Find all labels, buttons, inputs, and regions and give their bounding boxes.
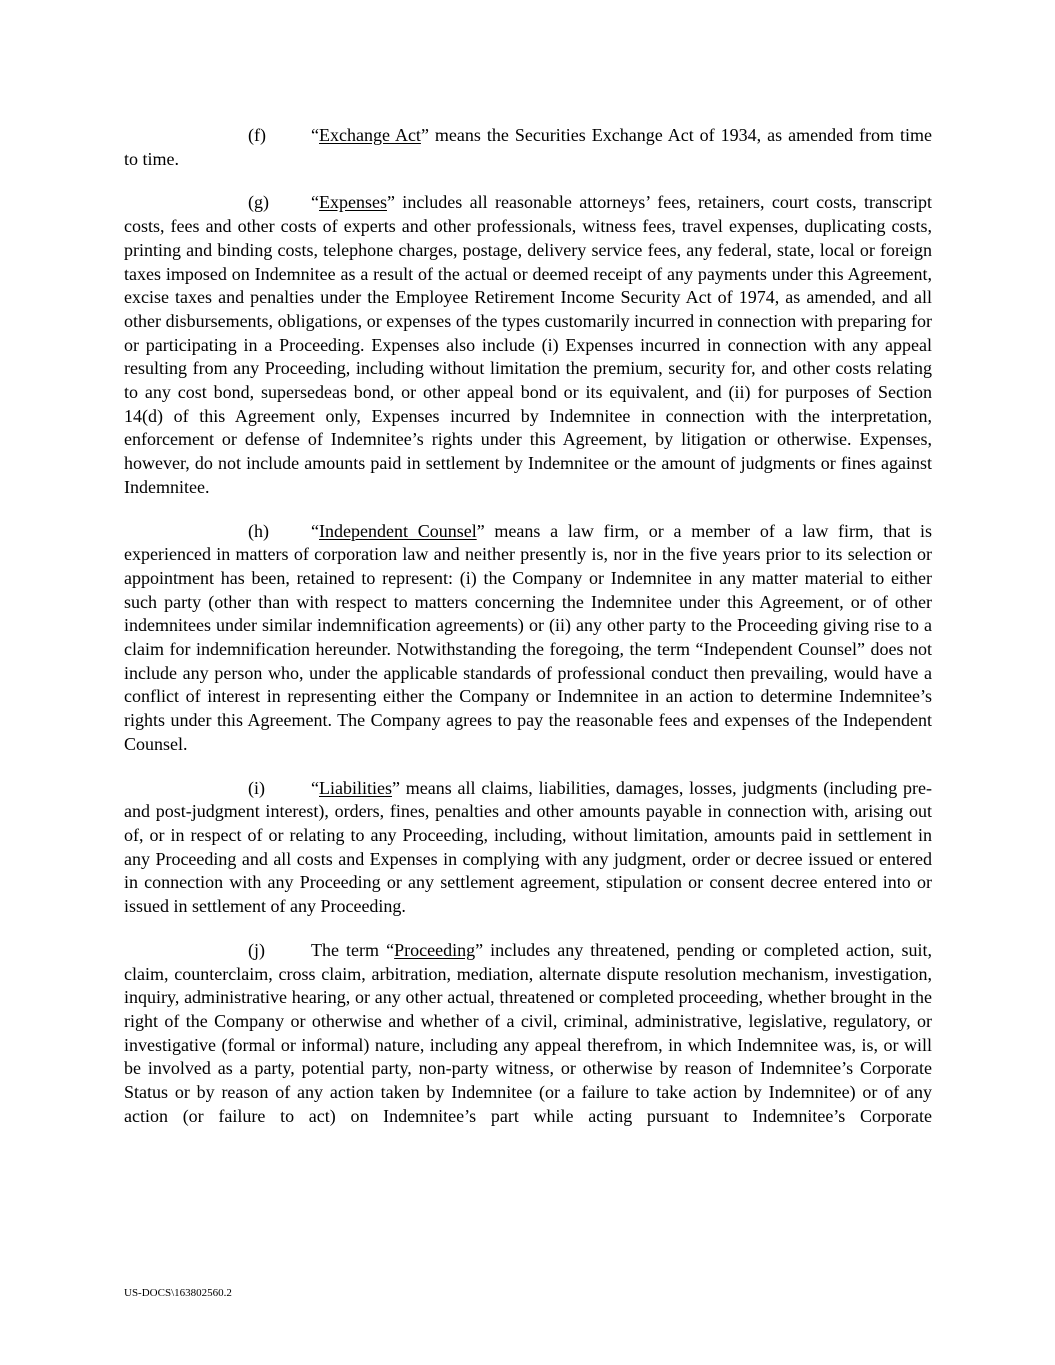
definition-exchange-act [124,124,932,171]
defined-term: Proceeding [394,939,476,960]
definition-text: ” includes any threatened, pending or completed action, suit, claim, counterclaim, cross claim, arbitration, mediation, alternate dispute resolution mechanism, investigation, inquiry, administrative hearing, or any other actual, threatened or completed proceeding, whether brought in the right of the Company or otherwise and whether of a civil, criminal, administrative, legislative, regulatory, or investigative (formal or informal) nature, including any appeal therefrom, in which Indemnitee was, is, or will be involved as a party, potential party, non-party witness, or otherwise by reason of Indemnitee’s Corporate Status or by reason of any action taken by Indemnitee (or a failure to take action by Indemnitee) or of any action (or failure to act) on Indemnitee’s part while acting pursuant to Indemnitee’s Corporate [124,939,933,1126]
definition-liabilities [124,777,932,919]
definition-independent-counsel [124,520,932,757]
defined-term: Independent Counsel [319,520,477,541]
definition-text: ” means all claims, liabilities, damages, losses, judgments (including pre- and post-judgment interest), orders, fines, penalties and other amounts payable in connection with, arising out of, or in respect of or relating to any Proceeding, including, without limitation, amounts paid in settlement in any Proceeding and all costs and Expenses in complying with any judgment, order or decree issued or entered in connection with any Proceeding or any settlement agreement, stipulation or consent decree entered into or issued in settlement of any Proceeding. [124,777,932,917]
defined-term: Liabilities [319,777,392,798]
document-id-footer: US-DOCS\163802560.2 [124,1287,232,1299]
definition-prefix: The term “ [311,939,395,960]
section-marker: (h) [248,520,269,541]
section-marker: (i) [248,777,265,798]
definition-proceeding [124,939,932,1129]
defined-term: Expenses [319,192,387,213]
document-body [124,124,932,1148]
definition-expenses [124,191,932,499]
definition-prefix: “ [311,777,319,798]
section-marker: (g) [248,192,269,213]
definition-text: ” includes all reasonable attorneys’ fees, retainers, court costs, transcript costs, fees and other costs of experts and other professionals, witness fees, travel expenses, duplicating costs, printing and binding costs, telephone charges, postage, delivery service fees, any federal, state, local or foreign taxes imposed on Indemnitee as a result of the actual or deemed receipt of any payments under this Agreement, excise taxes and penalties under the Employee Retirement Income Security Act of 1974, as amended, and all other disbursements, obligations, or expenses of the types customarily incurred in connection with preparing for or participating in a Proceeding. Expenses also include (i) Expenses incurred in connection with any appeal resulting from any Proceeding, including without limitation the premium, security for, and other costs relating to any cost bond, supersedeas bond, or other appeal bond or its equivalent, and (ii) for purposes of Section 14(d) of this Agreement only, Expenses incurred by Indemnitee in connection with the interpretation, enforcement or defense of Indemnitee’s rights under this Agreement, by litigation or otherwise. Expenses, however, do not include amounts paid in settlement by Indemnitee or the amount of judgments or fines against Indemnitee. [124,192,932,497]
defined-term: Exchange Act [319,125,421,145]
section-marker: (j) [248,939,265,960]
definition-text: ” means a law firm, or a member of a law firm, that is experienced in matters of corporation law and neither presently is, nor in the five years prior to its selection or appointment has been, retained to represent: (i) the Company or Indemnitee in any matter material to either such party (other than with respect to matters concerning the Indemnitee under this Agreement, or of other indemnitees under similar indemnification agreements) or (ii) any other party to the Proceeding giving rise to a claim for indemnification hereunder. Notwithstanding the foregoing, the term “Independent Counsel” does not include any person who, under the applicable standards of professional conduct then prevailing, would have a conflict of interest in representing either the Company or Indemnitee in an action to determine Indemnitee’s rights under this Agreement. The Company agrees to pay the reasonable fees and expenses of the Independent Counsel. [124,520,932,754]
definition-text: ” means the Securities Exchange Act of 1934, as amended from time to time. [124,125,932,169]
definition-prefix: “ [311,125,319,145]
definition-prefix: “ [311,520,319,541]
definition-prefix: “ [311,192,319,213]
section-marker: (f) [248,125,266,145]
